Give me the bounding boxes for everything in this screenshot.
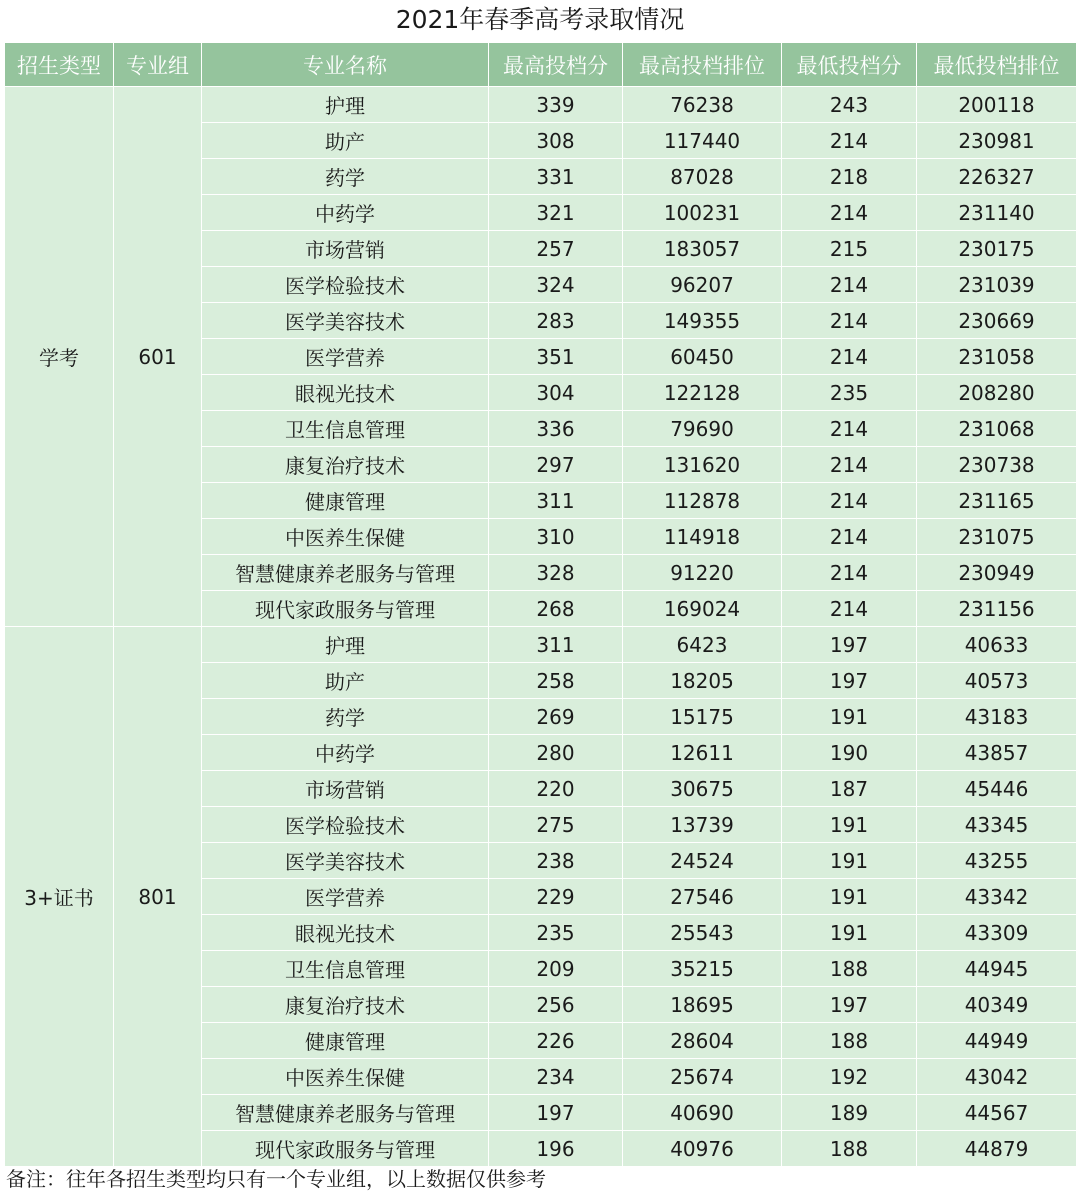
min-score-cell: 197 — [782, 987, 917, 1023]
min-rank-cell: 208280 — [917, 375, 1077, 411]
major-name-cell: 药学 — [202, 159, 489, 195]
min-rank-cell: 230949 — [917, 555, 1077, 591]
min-score-cell: 214 — [782, 195, 917, 231]
max-rank-cell: 96207 — [623, 267, 782, 303]
header-major-name: 专业名称 — [202, 43, 489, 87]
max-rank-cell: 76238 — [623, 87, 782, 123]
max-score-cell: 256 — [489, 987, 623, 1023]
major-name-cell: 护理 — [202, 87, 489, 123]
max-rank-cell: 35215 — [623, 951, 782, 987]
max-rank-cell: 12611 — [623, 735, 782, 771]
max-score-cell: 197 — [489, 1095, 623, 1131]
min-score-cell: 214 — [782, 519, 917, 555]
major-name-cell: 医学营养 — [202, 879, 489, 915]
major-name-cell: 助产 — [202, 663, 489, 699]
min-score-cell: 188 — [782, 1023, 917, 1059]
major-name-cell: 康复治疗技术 — [202, 987, 489, 1023]
max-score-cell: 308 — [489, 123, 623, 159]
major-name-cell: 智慧健康养老服务与管理 — [202, 1095, 489, 1131]
max-rank-cell: 149355 — [623, 303, 782, 339]
max-score-cell: 339 — [489, 87, 623, 123]
max-rank-cell: 18695 — [623, 987, 782, 1023]
min-score-cell: 191 — [782, 915, 917, 951]
major-group-cell: 601 — [114, 87, 202, 627]
max-score-cell: 268 — [489, 591, 623, 627]
min-score-cell: 214 — [782, 267, 917, 303]
max-rank-cell: 27546 — [623, 879, 782, 915]
min-rank-cell: 230738 — [917, 447, 1077, 483]
major-name-cell: 医学美容技术 — [202, 303, 489, 339]
max-score-cell: 310 — [489, 519, 623, 555]
max-rank-cell: 25674 — [623, 1059, 782, 1095]
min-rank-cell: 231140 — [917, 195, 1077, 231]
min-score-cell: 191 — [782, 843, 917, 879]
min-rank-cell: 44949 — [917, 1023, 1077, 1059]
major-name-cell: 中医养生保健 — [202, 519, 489, 555]
max-score-cell: 336 — [489, 411, 623, 447]
admission-table — [4, 42, 1077, 1167]
max-rank-cell: 13739 — [623, 807, 782, 843]
max-rank-cell: 24524 — [623, 843, 782, 879]
max-score-cell: 209 — [489, 951, 623, 987]
min-rank-cell: 45446 — [917, 771, 1077, 807]
table-row — [5, 627, 1077, 663]
min-score-cell: 197 — [782, 663, 917, 699]
max-rank-cell: 40976 — [623, 1131, 782, 1167]
max-rank-cell: 183057 — [623, 231, 782, 267]
max-score-cell: 328 — [489, 555, 623, 591]
header-enroll-type: 招生类型 — [5, 43, 114, 87]
max-rank-cell: 117440 — [623, 123, 782, 159]
min-score-cell: 192 — [782, 1059, 917, 1095]
header-max-rank: 最高投档排位 — [623, 43, 782, 87]
min-rank-cell: 44945 — [917, 951, 1077, 987]
min-rank-cell: 43857 — [917, 735, 1077, 771]
max-rank-cell: 114918 — [623, 519, 782, 555]
min-score-cell: 214 — [782, 303, 917, 339]
max-score-cell: 297 — [489, 447, 623, 483]
max-score-cell: 283 — [489, 303, 623, 339]
major-name-cell: 卫生信息管理 — [202, 411, 489, 447]
table-body — [5, 87, 1077, 1167]
min-rank-cell: 230175 — [917, 231, 1077, 267]
min-rank-cell: 230669 — [917, 303, 1077, 339]
max-score-cell: 304 — [489, 375, 623, 411]
max-rank-cell: 122128 — [623, 375, 782, 411]
min-score-cell: 190 — [782, 735, 917, 771]
min-rank-cell: 40573 — [917, 663, 1077, 699]
major-name-cell: 中药学 — [202, 195, 489, 231]
min-rank-cell: 226327 — [917, 159, 1077, 195]
min-rank-cell: 43309 — [917, 915, 1077, 951]
enroll-type-cell: 学考 — [5, 87, 114, 627]
max-score-cell: 220 — [489, 771, 623, 807]
max-rank-cell: 79690 — [623, 411, 782, 447]
max-rank-cell: 60450 — [623, 339, 782, 375]
max-rank-cell: 40690 — [623, 1095, 782, 1131]
min-score-cell: 214 — [782, 591, 917, 627]
major-name-cell: 康复治疗技术 — [202, 447, 489, 483]
table-header-row — [5, 43, 1077, 87]
major-name-cell: 助产 — [202, 123, 489, 159]
min-score-cell: 214 — [782, 447, 917, 483]
max-score-cell: 235 — [489, 915, 623, 951]
major-name-cell: 医学检验技术 — [202, 807, 489, 843]
max-score-cell: 269 — [489, 699, 623, 735]
min-score-cell: 188 — [782, 1131, 917, 1167]
max-score-cell: 311 — [489, 483, 623, 519]
min-rank-cell: 231165 — [917, 483, 1077, 519]
max-score-cell: 331 — [489, 159, 623, 195]
major-name-cell: 医学营养 — [202, 339, 489, 375]
min-score-cell: 218 — [782, 159, 917, 195]
max-rank-cell: 15175 — [623, 699, 782, 735]
major-name-cell: 现代家政服务与管理 — [202, 591, 489, 627]
header-min-rank: 最低投档排位 — [917, 43, 1077, 87]
max-rank-cell: 131620 — [623, 447, 782, 483]
min-score-cell: 215 — [782, 231, 917, 267]
page-title: 2021年春季高考录取情况 — [395, 5, 685, 34]
min-rank-cell: 44879 — [917, 1131, 1077, 1167]
min-rank-cell: 231068 — [917, 411, 1077, 447]
header-major-group: 专业组 — [114, 43, 202, 87]
min-rank-cell: 231075 — [917, 519, 1077, 555]
max-score-cell: 321 — [489, 195, 623, 231]
enroll-type-cell: 3+证书 — [5, 627, 114, 1167]
max-score-cell: 311 — [489, 627, 623, 663]
header-max-score: 最高投档分 — [489, 43, 623, 87]
max-score-cell: 275 — [489, 807, 623, 843]
max-rank-cell: 87028 — [623, 159, 782, 195]
min-score-cell: 191 — [782, 807, 917, 843]
min-rank-cell: 40633 — [917, 627, 1077, 663]
major-name-cell: 市场营销 — [202, 231, 489, 267]
max-rank-cell: 25543 — [623, 915, 782, 951]
max-rank-cell: 169024 — [623, 591, 782, 627]
min-rank-cell: 231058 — [917, 339, 1077, 375]
min-score-cell: 189 — [782, 1095, 917, 1131]
min-rank-cell: 44567 — [917, 1095, 1077, 1131]
max-score-cell: 258 — [489, 663, 623, 699]
footnote: 备注：往年各招生类型均只有一个专业组，以上数据仅供参考 — [6, 1167, 546, 1191]
max-rank-cell: 30675 — [623, 771, 782, 807]
min-score-cell: 214 — [782, 555, 917, 591]
max-rank-cell: 100231 — [623, 195, 782, 231]
table-row — [5, 87, 1077, 123]
min-rank-cell: 230981 — [917, 123, 1077, 159]
max-rank-cell: 28604 — [623, 1023, 782, 1059]
major-name-cell: 卫生信息管理 — [202, 951, 489, 987]
min-score-cell: 191 — [782, 879, 917, 915]
min-score-cell: 214 — [782, 339, 917, 375]
major-name-cell: 护理 — [202, 627, 489, 663]
max-score-cell: 238 — [489, 843, 623, 879]
min-score-cell: 187 — [782, 771, 917, 807]
major-name-cell: 现代家政服务与管理 — [202, 1131, 489, 1167]
min-score-cell: 214 — [782, 483, 917, 519]
max-score-cell: 226 — [489, 1023, 623, 1059]
min-rank-cell: 231039 — [917, 267, 1077, 303]
major-name-cell: 药学 — [202, 699, 489, 735]
max-rank-cell: 112878 — [623, 483, 782, 519]
min-score-cell: 235 — [782, 375, 917, 411]
max-rank-cell: 6423 — [623, 627, 782, 663]
min-score-cell: 191 — [782, 699, 917, 735]
max-score-cell: 196 — [489, 1131, 623, 1167]
min-rank-cell: 43042 — [917, 1059, 1077, 1095]
min-rank-cell: 40349 — [917, 987, 1077, 1023]
max-rank-cell: 91220 — [623, 555, 782, 591]
min-score-cell: 243 — [782, 87, 917, 123]
major-name-cell: 医学美容技术 — [202, 843, 489, 879]
min-rank-cell: 43345 — [917, 807, 1077, 843]
min-score-cell: 214 — [782, 411, 917, 447]
min-rank-cell: 231156 — [917, 591, 1077, 627]
major-name-cell: 眼视光技术 — [202, 375, 489, 411]
max-rank-cell: 18205 — [623, 663, 782, 699]
min-rank-cell: 43342 — [917, 879, 1077, 915]
min-score-cell: 214 — [782, 123, 917, 159]
min-rank-cell: 200118 — [917, 87, 1077, 123]
major-name-cell: 健康管理 — [202, 483, 489, 519]
max-score-cell: 234 — [489, 1059, 623, 1095]
major-name-cell: 眼视光技术 — [202, 915, 489, 951]
min-rank-cell: 43183 — [917, 699, 1077, 735]
major-name-cell: 市场营销 — [202, 771, 489, 807]
min-score-cell: 197 — [782, 627, 917, 663]
max-score-cell: 351 — [489, 339, 623, 375]
max-score-cell: 229 — [489, 879, 623, 915]
min-score-cell: 188 — [782, 951, 917, 987]
header-min-score: 最低投档分 — [782, 43, 917, 87]
min-rank-cell: 43255 — [917, 843, 1077, 879]
max-score-cell: 280 — [489, 735, 623, 771]
major-name-cell: 医学检验技术 — [202, 267, 489, 303]
max-score-cell: 324 — [489, 267, 623, 303]
major-name-cell: 智慧健康养老服务与管理 — [202, 555, 489, 591]
major-name-cell: 中医养生保健 — [202, 1059, 489, 1095]
major-name-cell: 中药学 — [202, 735, 489, 771]
max-score-cell: 257 — [489, 231, 623, 267]
major-group-cell: 801 — [114, 627, 202, 1167]
major-name-cell: 健康管理 — [202, 1023, 489, 1059]
